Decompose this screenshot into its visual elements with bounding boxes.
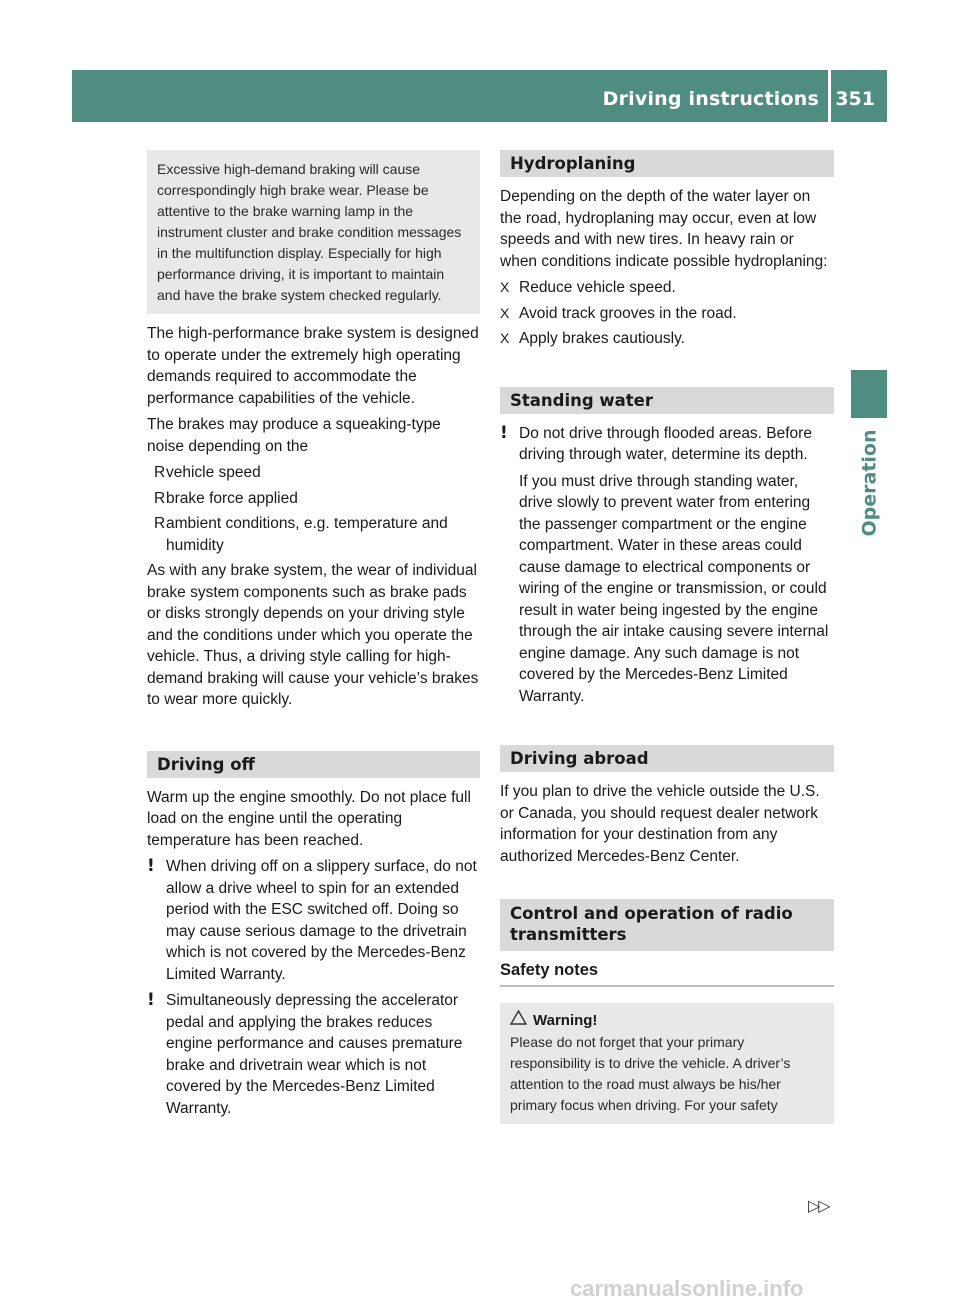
bullet-marker: R [154, 464, 166, 481]
list-item: R brake force applied [147, 488, 480, 510]
hydroplaning-text: Depending on the depth of the water layer on the road, hydroplaning may occur, even at low speeds and with new tires. In heavy rain or when conditions indicate possible hydroplaning: [500, 188, 828, 270]
pedal-warning: ! Simultaneously depressing the accelerator pedal and applying the brakes reduces engine performance and causes premature brake and drivetrain wear which is not covered by the Mercedes-Benz Limited Warranty. [147, 990, 463, 1117]
list-item: X Avoid track grooves in the road. [500, 303, 834, 325]
safety-notes-subheading: Safety notes [500, 960, 834, 987]
left-column [147, 150, 480, 1124]
squeaking-paragraph: The brakes may produce a squeaking-type noise depending on the [147, 416, 441, 455]
flooded-areas-warning: ! Do not drive through flooded areas. Before driving through water, determine its depth. [500, 422, 812, 463]
bullet-marker: R [154, 489, 166, 507]
warning-box [500, 1003, 834, 1124]
warning-text: Please do not forget that your primary responsibility is to drive the vehicle. A driver’s attention to the road must always be his/her primary focus when driving. For your safety [510, 1033, 791, 1113]
exclamation-icon: ! [147, 990, 155, 1010]
header-divider [828, 70, 831, 122]
exclamation-icon: ! [147, 856, 155, 876]
side-tab-marker [851, 370, 887, 418]
squeak-factors-list [147, 462, 480, 556]
hydroplaning-heading: Hydroplaning [500, 150, 834, 177]
driving-abroad-heading: Driving abroad [500, 745, 834, 772]
right-column [500, 150, 834, 1124]
chapter-title: Driving instructions [602, 88, 819, 110]
page-header [72, 70, 887, 122]
bullet-marker: R [154, 515, 166, 532]
brake-wear-note: Excessive high-demand braking will cause correspondingly high brake wear. Please be attentive to the brake warning lamp in the instrument cluster and brake condition messages in the multifunction display. Especially for high performance driving, it is important to maintain and have the brake system checked regularly. [147, 150, 480, 314]
side-tab-label: Operation [858, 428, 881, 537]
slippery-surface-warning: ! When driving off on a slippery surface, do not allow a drive wheel to spin for an extended period with the ESC switched off. Doing so may cause serious damage to the drivetrain which is not covered by the Mercedes-Benz Limited Warranty. [147, 856, 477, 983]
list-item: R vehicle speed [147, 462, 480, 484]
step-marker: X [500, 330, 510, 346]
continue-arrows-icon: ▷▷ [808, 1198, 829, 1215]
list-item: X Reduce vehicle speed. [500, 277, 834, 299]
warning-triangle-icon [510, 1010, 527, 1031]
step-marker: X [500, 279, 510, 295]
wear-paragraph: As with any brake system, the wear of individual brake system components such as brake pads or disks strongly depends on your driving style and the conditions under which you operate the vehicle. Thus, a driving style calling for high-demand braking will cause your vehicle’s brakes to wear more quickly. [147, 562, 479, 708]
list-item: R ambient conditions, e.g. temperature and humidity [154, 515, 448, 554]
watermark: carmanualsonline.info [570, 1276, 804, 1301]
exclamation-icon: ! [500, 422, 508, 443]
brake-system-paragraph: The high-performance brake system is designed to operate under the extremely high operating demands required to accommodate the performance capabilities of the vehicle. [147, 325, 479, 407]
hydroplaning-steps [500, 277, 834, 350]
driving-off-heading: Driving off [147, 751, 480, 778]
page-number: 351 [835, 88, 875, 110]
standing-water-text: If you must drive through standing water, drive slowly to prevent water from entering the passenger compartment or the engine compartment. Water in these areas could cause damage to electrical components or wiring of the engine or transmission, or could result in water being ingested by the engine through the air intake causing severe internal engine damage. Any such damage is not covered by the Mercedes-Benz Limited Warranty. [519, 472, 829, 705]
driving-abroad-text: If you plan to drive the vehicle outside the U.S. or Canada, you should request dealer network information for your destination from any authorized Mercedes-Benz Center. [500, 783, 820, 865]
list-item: X Apply brakes cautiously. [500, 328, 834, 350]
driving-off-text: Warm up the engine smoothly. Do not place full load on the engine until the operating temperature has been reached. [147, 788, 471, 849]
standing-water-heading: Standing water [500, 387, 834, 414]
step-marker: X [500, 304, 510, 321]
warning-title: Warning! [510, 1010, 824, 1031]
radio-transmitters-heading: Control and operation of radio transmitters [500, 899, 834, 951]
